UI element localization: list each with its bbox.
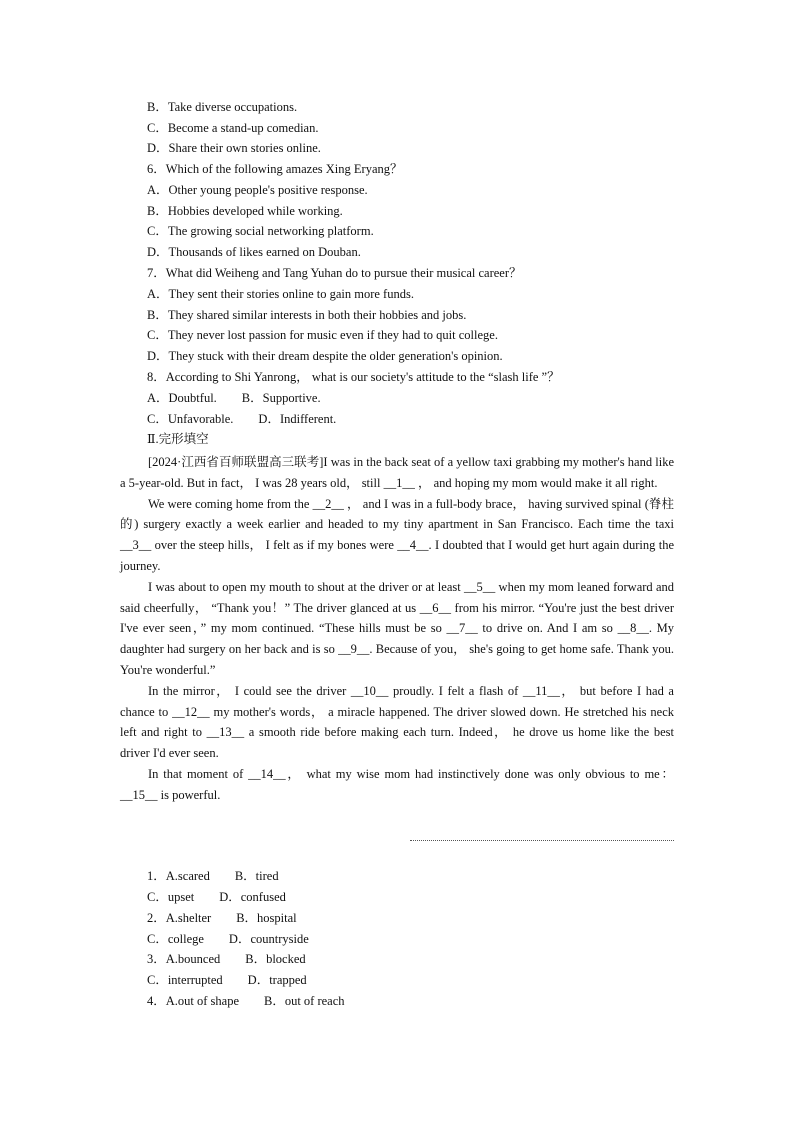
question-line: B．Take diverse occupations. [147, 100, 298, 114]
option-line: C．interrupted D．trapped [147, 973, 307, 987]
question-line: B．Hobbies developed while working. [147, 204, 343, 218]
passage-paragraph: In the mirror， I could see the driver __10__ proudly. I felt a flash of __11__， but before I had a chance to __12__ my mother's words， a miracle happened. The driver slowed down. He stretched his neck left and right to __13__ a smooth ride before making each turn. Indeed， he drove us home like the best driver I'd ever seen. [120, 683, 674, 761]
passage-paragraph: In that moment of __14__， what my wise mom had instinctively done was only obvious to me： __15__ is powerful. [120, 766, 674, 802]
question-line: C．They never lost passion for music even if they had to quit college. [147, 328, 498, 342]
question-line: B．They shared similar interests in both their hobbies and jobs. [147, 308, 467, 322]
passage-paragraph: We were coming home from the __2__ ， and I was in a full-body brace， having survived spinal (脊柱的) surgery exactly a week earlier and headed to my tiny apartment in San Francisco. Each time the taxi __3__ over the steep hills， I felt as if my bones were __4__. I doubted that I would get hurt again during the journey. [120, 496, 674, 573]
question-line: 8．According to Shi Yanrong， what is our society's attitude to the “slash life ”？ [147, 370, 560, 384]
question-line: C．Become a stand-up comedian. [147, 121, 319, 135]
question-line: A．Other young people's positive response. [147, 183, 368, 197]
option-line: 3．A.bounced B．blocked [147, 952, 306, 966]
option-line: 1．A.scared B．tired [147, 869, 279, 883]
question-line: C．Unfavorable. D．Indifferent. [147, 412, 337, 426]
question-line: D．They stuck with their dream despite the older generation's opinion. [147, 349, 503, 363]
option-line: 4．A.out of shape B．out of reach [147, 994, 345, 1008]
option-line: C．college D．countryside [147, 932, 309, 946]
question-line: A．Doubtful. B．Supportive. [147, 391, 321, 405]
option-line: 2．A.shelter B．hospital [147, 911, 297, 925]
dotted-divider [410, 840, 674, 841]
question-line: A．They sent their stories online to gain more funds. [147, 287, 414, 301]
question-line: D．Thousands of likes earned on Douban. [147, 245, 361, 259]
question-line: 7．What did Weiheng and Tang Yuhan do to pursue their musical career？ [147, 266, 522, 280]
question-line: 6．Which of the following amazes Xing Eryang？ [147, 162, 403, 176]
question-line: D．Share their own stories online. [147, 141, 321, 155]
passage-paragraph: I was about to open my mouth to shout at the driver or at least __5__ when my mom leaned forward and said cheerfully， “Thank you！” The driver glanced at us __6__ from his mirror. “You're just the best driver I've ever seen，” my mom continued. “These hills must be so __7__ to drive on. And I am so __8__. My daughter had surgery on her back and is so __9__. Because of you， she's going to get home safe. Thank you. You're wonderful.” [120, 579, 674, 677]
passage-paragraph: [2024·江西省百师联盟高三联考]I was in the back seat of a yellow taxi grabbing my mother's hand like a 5-year-old. But in fact， I was 28 years old， still __1__ ， and hoping my mom would make it all right. [120, 455, 674, 490]
question-line: C．The growing social networking platform. [147, 224, 374, 238]
cloze-passage [120, 452, 674, 806]
section-heading: Ⅱ.完形填空 [147, 432, 209, 446]
option-line: C．upset D．confused [147, 890, 286, 904]
